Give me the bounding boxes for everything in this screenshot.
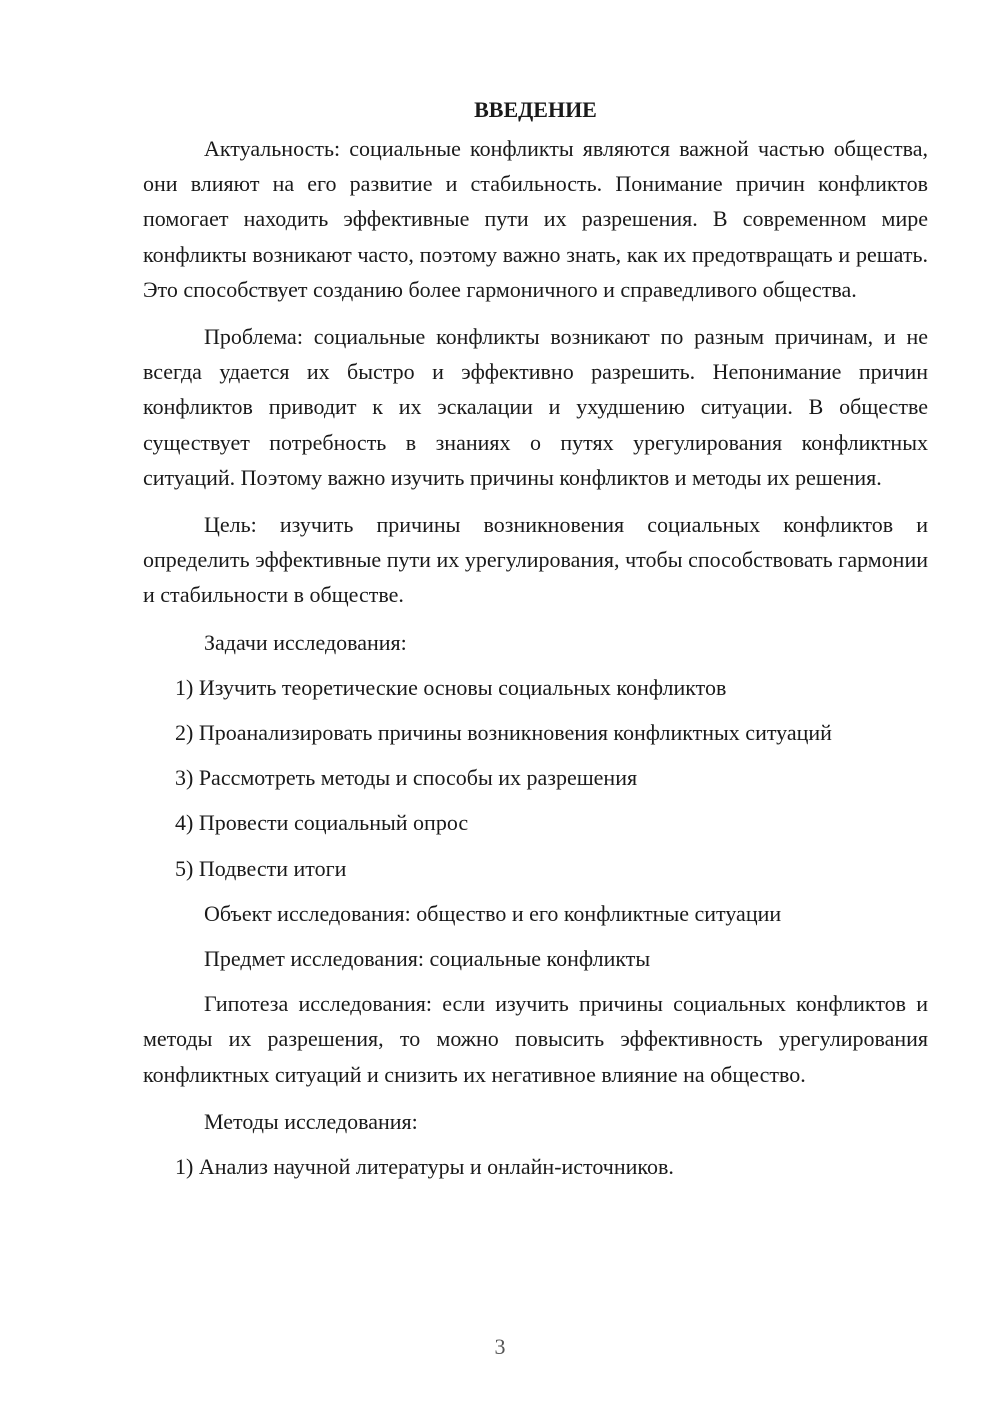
page-number: 3 bbox=[494, 1334, 506, 1359]
list-item: 2) Проанализировать причины возникновения конфликтных ситуаций bbox=[175, 720, 832, 746]
goal-paragraph: Цель: изучить причины возникновения социальных конфликтов и определить эффективные пути их урегулирования, чтобы способствовать гармонии и стабильности в обществе. bbox=[143, 512, 928, 608]
list-item: 1) Анализ научной литературы и онлайн-источников. bbox=[175, 1154, 674, 1180]
list-item: 4) Провести социальный опрос bbox=[175, 810, 469, 836]
list-item: 5) Подвести итоги bbox=[175, 855, 347, 881]
list-item: 3) Рассмотреть методы и способы их разрешения bbox=[175, 765, 638, 791]
section-title: ВВЕДЕНИЕ bbox=[474, 97, 597, 122]
hypothesis-paragraph: Гипотеза исследования: если изучить причины социальных конфликтов и методы их разрешения, то можно повысить эффективность урегулирования конфликтных ситуаций и снизить их негативное влияние на общество. bbox=[143, 991, 928, 1087]
methods-heading: Методы исследования: bbox=[204, 1108, 418, 1134]
tasks-list bbox=[143, 670, 928, 886]
list-item: 1) Изучить теоретические основы социальных конфликтов bbox=[175, 674, 727, 700]
research-subject: Предмет исследования: социальные конфликты bbox=[204, 946, 651, 972]
research-object: Объект исследования: общество и его конфликтные ситуации bbox=[204, 900, 782, 926]
document-page bbox=[143, 95, 928, 1194]
tasks-heading: Задачи исследования: bbox=[204, 629, 407, 655]
relevance-paragraph: Актуальность: социальные конфликты являются важной частью общества, они влияют на его развитие и стабильность. Понимание причин конфликтов помогает находить эффективные пути их разрешения. В современном мире конфликты возникают часто, поэтому важно знать, как их предотвращать и решать. Это способствует созданию более гармоничного и справедливого общества. bbox=[143, 136, 928, 302]
methods-list bbox=[143, 1149, 928, 1184]
problem-paragraph: Проблема: социальные конфликты возникают по разным причинам, и не всегда удается их быстро и эффективно разрешить. Непонимание причин конфликтов приводит к их эскалации и ухудшению ситуации. В обществе существует потребность в знаниях о путях урегулирования конфликтных ситуаций. Поэтому важно изучить причины конфликтов и методы их решения. bbox=[143, 324, 928, 490]
